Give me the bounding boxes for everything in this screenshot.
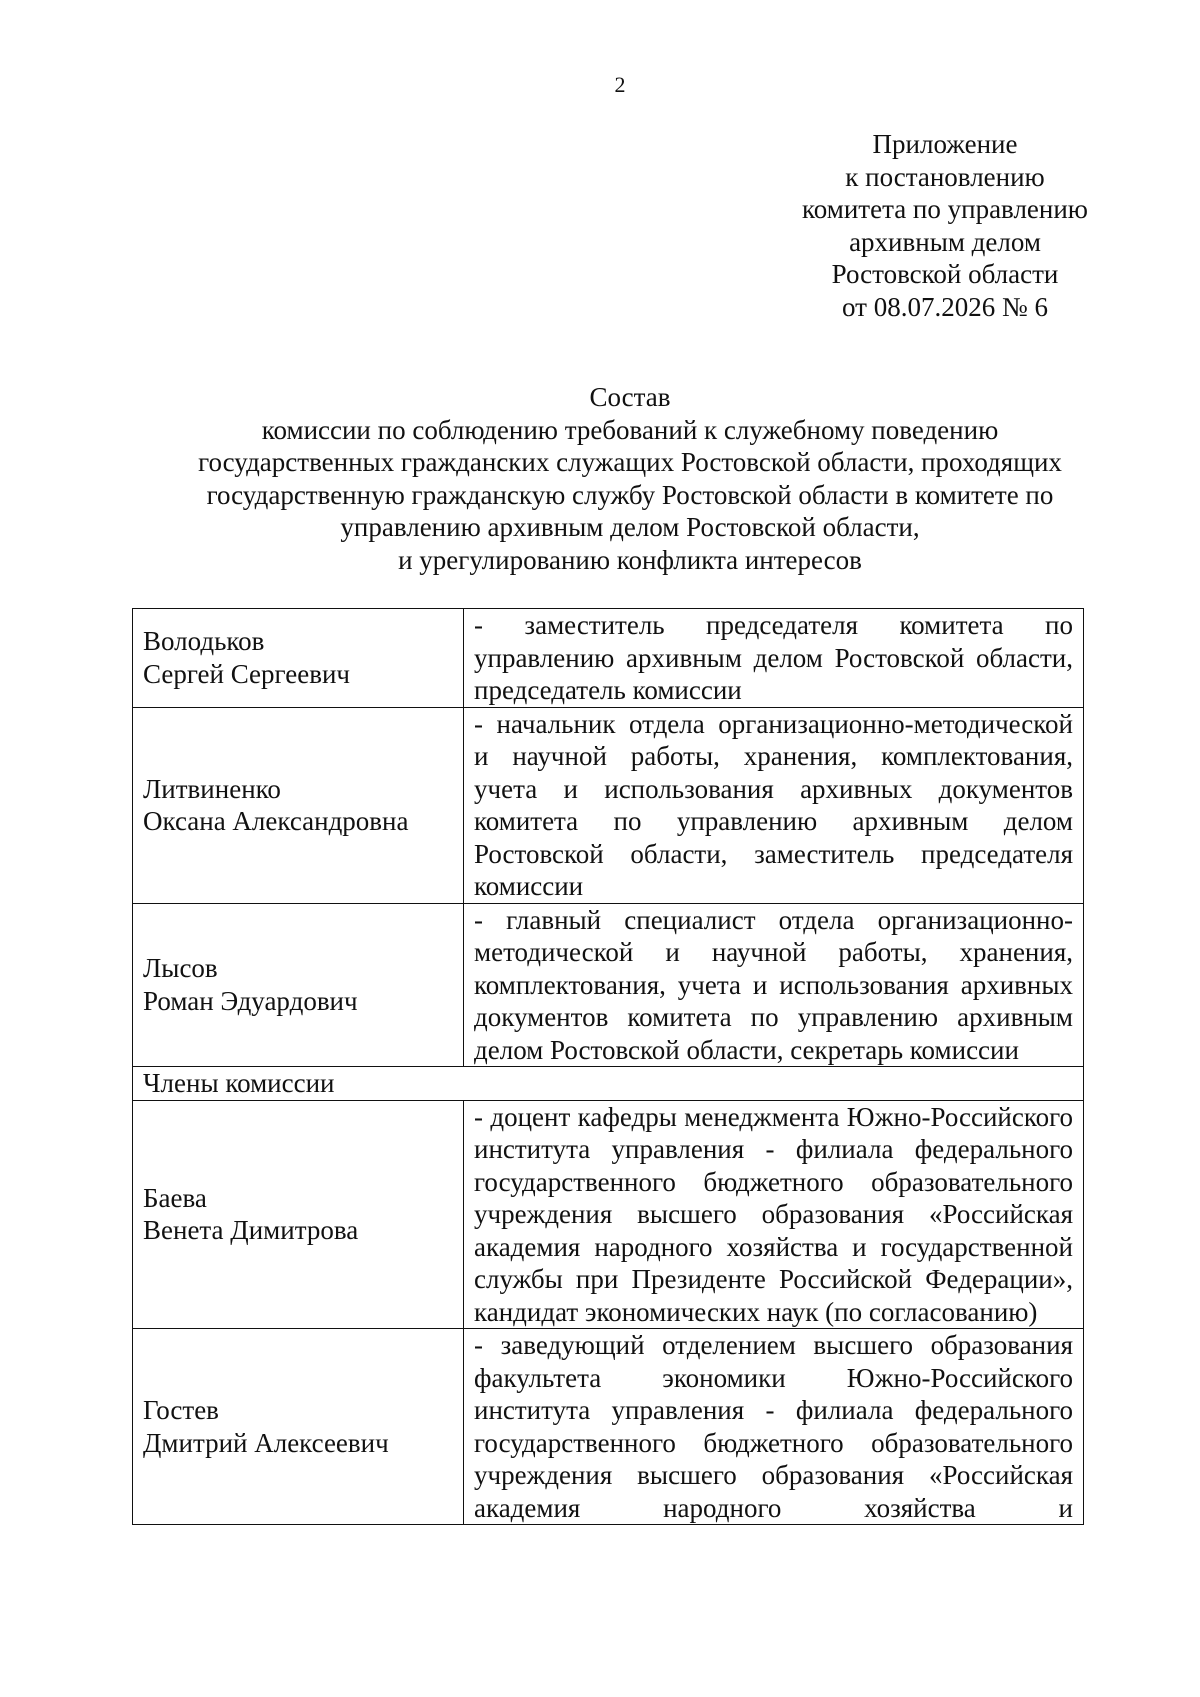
member-surname: Баева — [143, 1182, 207, 1213]
member-surname: Лысов — [143, 953, 218, 984]
member-role: - главный специалист отдела организационно-методической и научной работы, хранения, комплектования, учета и использования архивных документов комитета по управлению архивным делом Ростовской области, секретарь комиссии — [464, 903, 1084, 1067]
member-given-name: Сергей Сергеевич — [143, 658, 351, 689]
member-name-cell — [133, 1100, 464, 1329]
appendix-date-line: от 08.07.2026 № 6 — [842, 291, 1048, 322]
member-name-cell — [133, 707, 464, 903]
table-row — [133, 903, 1084, 1067]
table-row — [133, 707, 1084, 903]
table-row — [133, 1100, 1084, 1329]
member-given-name: Венета Димитрова — [143, 1215, 359, 1246]
member-role: - начальник отдела организационно-методической и научной работы, хранения, комплектования, учета и использования архивных документов комитета по управлению архивным делом Ростовской области, заместитель председателя комиссии — [464, 707, 1084, 903]
member-role: - доцент кафедры менеджмента Южно-Российского института управления - филиала федерального государственного бюджетного образовательного учреждения высшего образования «Российская академия народного хозяйства и государственной службы при Президенте Российской Федерации», кандидат экономических наук (по согласованию) — [464, 1100, 1084, 1329]
member-name-cell — [133, 1329, 464, 1525]
section-row — [133, 1067, 1084, 1101]
member-surname: Володьков — [143, 626, 265, 657]
page-number: 2 — [614, 72, 626, 97]
appendix-line: к постановлению — [845, 161, 1045, 192]
member-role: - заместитель председателя комитета по управлению архивным делом Ростовской области, председатель комиссии — [464, 609, 1084, 708]
member-given-name: Дмитрий Алексеевич — [143, 1427, 389, 1458]
member-given-name: Оксана Александровна — [143, 806, 409, 836]
appendix-line: комитета по управлению — [802, 194, 1088, 224]
title-line: государственных гражданских служащих Ростовской области, проходящих — [198, 447, 1062, 477]
appendix-line: архивным делом — [849, 226, 1041, 257]
title-line: комиссии по соблюдению требований к служебному поведению — [261, 414, 999, 445]
document-title — [80, 381, 1180, 576]
table-row — [133, 1329, 1084, 1525]
title-line: и урегулированию конфликта интересов — [398, 544, 862, 575]
commission-members-table — [132, 608, 1084, 1525]
member-surname: Литвиненко — [143, 773, 281, 804]
table-row — [133, 609, 1084, 708]
appendix-line: Ростовской области — [831, 259, 1059, 289]
member-given-name: Роман Эдуардович — [143, 985, 358, 1016]
member-role: - заведующий отделением высшего образования факультета экономики Южно-Российского института управления - филиала федерального государственного бюджетного образовательного учреждения высшего образования «Российская академия народного хозяйства и — [464, 1329, 1084, 1525]
section-label: Члены комиссии — [133, 1067, 1084, 1101]
member-surname: Гостев — [143, 1395, 219, 1425]
title-heading: Состав — [589, 382, 671, 412]
member-name-cell — [133, 609, 464, 708]
member-name-cell — [133, 903, 464, 1067]
title-line: управлению архивным делом Ростовской области, — [340, 512, 920, 542]
appendix-block — [795, 128, 1095, 323]
title-line: государственную гражданскую службу Ростовской области в комитете по — [206, 479, 1054, 510]
appendix-line: Приложение — [872, 129, 1018, 159]
